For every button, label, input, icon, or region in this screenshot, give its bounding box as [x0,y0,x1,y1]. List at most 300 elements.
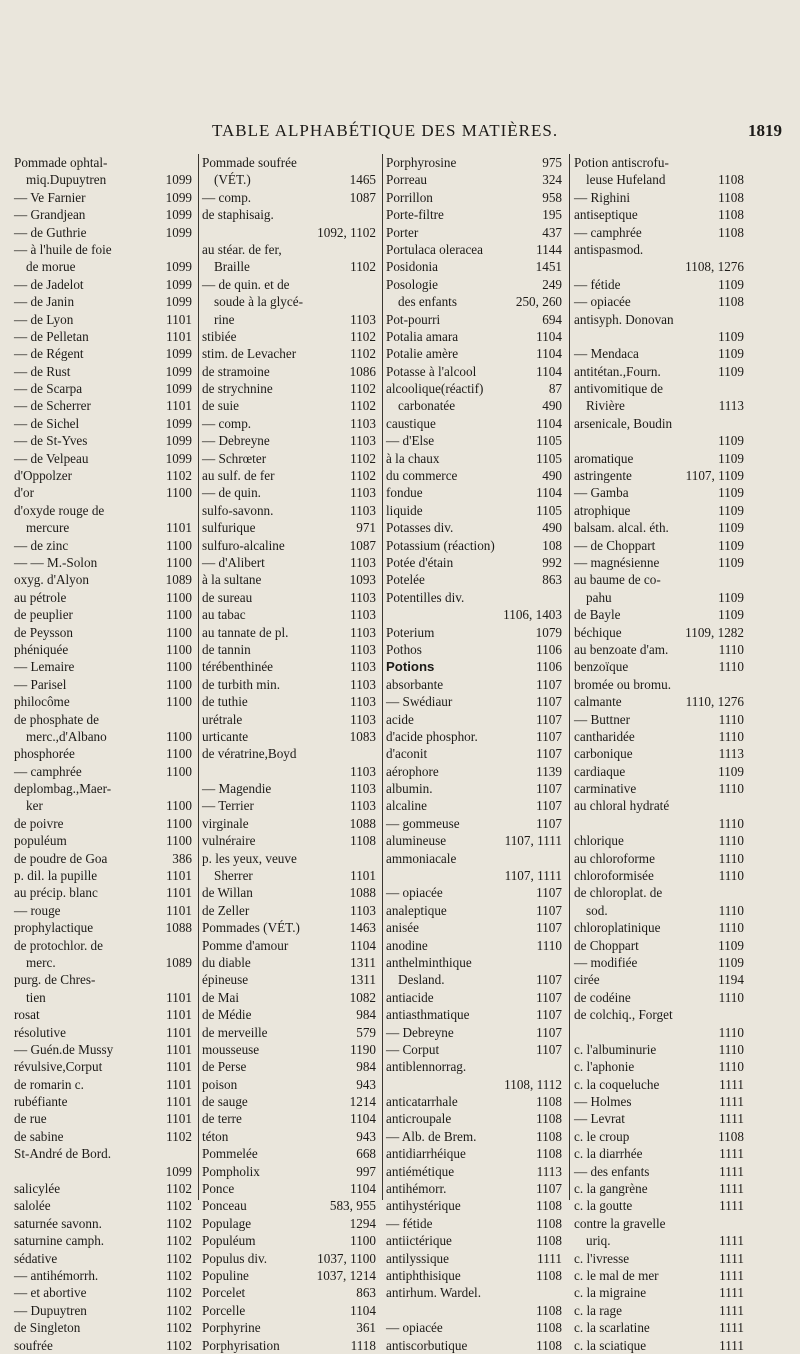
index-entry [386,328,564,345]
entry-term: au stéar. de fer, [202,241,282,257]
entry-page-ref: 1100 [166,728,192,744]
entry-page-ref: 1099 [165,172,192,188]
entry-page-ref: 1100 [166,554,192,570]
entry-page-ref: 1107, 1111 [504,868,562,884]
entry-term: résolutive [14,1024,67,1040]
entry-page-ref: 1102 [166,1302,192,1318]
index-entry [574,224,746,241]
entry-term: de Choppart [574,937,639,953]
entry-term: c. le croup [574,1128,630,1144]
entry-page-ref: 1099 [165,381,192,397]
index-entry [14,1215,194,1232]
entry-page-ref: 1099 [165,363,192,379]
entry-term: d'acide phosphor. [386,728,478,744]
entry-page-ref: 1103 [350,311,376,327]
entry-page-ref: 1111 [719,1198,744,1214]
index-entry [574,780,746,797]
index-entry [574,1076,746,1093]
index-entry [386,589,564,606]
index-entry [14,258,194,275]
entry-term: contre la gravelle [574,1215,666,1231]
entry-page-ref: 1088 [349,815,376,831]
entry-page-ref: 1108 [536,1268,562,1283]
entry-term: — opiacée [386,1320,443,1336]
entry-page-ref: 1099 [165,224,192,240]
index-entry [202,380,378,397]
entry-term: téton [202,1128,229,1144]
entry-term: de Peysson [14,624,73,640]
entry-term: leuse Hufeland [586,172,666,188]
entry-page-ref: 1107 [536,815,562,831]
entry-term: Desland. [398,972,445,988]
entry-page-ref: 1110 [718,868,744,884]
index-entry [386,450,564,467]
entry-page-ref: 1103 [350,589,376,605]
index-entry [202,415,378,432]
entry-page-ref: 1101 [166,1041,192,1057]
entry-term: — Swédiaur [386,694,453,710]
index-entry [14,658,194,675]
index-entry [202,867,378,884]
index-entry [386,415,564,432]
entry-page-ref: 1108 [718,172,744,188]
entry-page-ref: 1102 [350,381,376,397]
entry-page-ref: 1110 [718,833,744,849]
entry-page-ref: 1108 [718,224,744,240]
index-entry [202,467,378,484]
entry-page-ref: 1110 [718,1041,744,1057]
index-entry [202,537,378,554]
entry-page-ref: 1103 [350,433,376,449]
entry-term: d'oxyde rouge de [14,502,105,518]
index-entry [14,554,194,571]
index-entry [574,432,746,449]
entry-term: de Mai [202,989,239,1005]
entry-page-ref: 1107 [536,746,562,762]
entry-page-ref: 1108 [350,833,376,849]
entry-page-ref: 1108, 1276 [685,259,744,275]
entry-term: arsenicale, Boudin [574,415,673,431]
entry-term: Pommade soufrée [202,155,297,170]
entry-page-ref: 1100 [166,659,192,675]
entry-term: populéum [14,833,67,849]
index-entry [574,502,746,519]
entry-page-ref: 1108 [536,1198,562,1214]
index-entry [574,571,746,588]
entry-term: de Zeller [202,902,250,918]
entry-page-ref: 249 [542,276,562,292]
index-entry [386,571,564,588]
entry-page-ref: 1100 [166,589,192,605]
index-entry [14,154,194,171]
entry-page-ref: 1111 [719,1320,744,1336]
entry-term: à la chaux [386,450,440,466]
entry-term: atrophique [574,502,631,518]
index-entry [574,1041,746,1058]
entry-page-ref: 1104 [536,346,562,362]
index-entry [202,502,378,519]
entry-page-ref: 1311 [350,972,376,988]
index-entry [386,1128,564,1145]
entry-term: de chloroplat. de [574,885,663,901]
index-entry [14,1284,194,1301]
entry-term: chloroformisée [574,868,654,884]
entry-term: Porphyrisation [202,1337,280,1353]
entry-page-ref: 490 [542,468,562,484]
entry-term: antitétan.,Fourn. [574,363,661,379]
index-entry [574,1319,746,1336]
entry-term: — fétide [574,276,621,292]
index-entry [202,258,378,275]
entry-page-ref: 1101 [166,1007,192,1023]
index-entry [574,902,746,919]
index-entry [574,728,746,745]
entry-page-ref: 437 [542,224,562,240]
index-entry [386,867,564,884]
entry-page-ref: 1110 [718,659,744,675]
entry-term: alcoolique(réactif) [386,381,484,397]
entry-page-ref: 1107 [536,676,562,692]
index-entry [574,397,746,414]
entry-term: urétrale [202,711,243,727]
index-entry [386,919,564,936]
index-entry [574,1128,746,1145]
entry-term: Pommades (VÉT.) [202,920,300,936]
index-entry [14,1128,194,1145]
entry-page-ref: 1103 [350,711,376,727]
entry-term: bromée ou bromu. [574,676,672,692]
entry-term: pahu [586,589,612,605]
entry-page-ref: 1102 [166,1320,192,1336]
entry-term: Populine [202,1268,249,1283]
entry-term: — magnésienne [574,554,660,570]
index-entry [14,484,194,501]
index-entry [386,363,564,380]
index-entry [386,1006,564,1023]
index-entry [14,728,194,745]
entry-term: c. l'aphonie [574,1059,635,1075]
entry-term: — d'Else [386,433,435,449]
entry-page-ref: 863 [542,572,562,588]
index-entry [386,1110,564,1127]
entry-term: benzoïque [574,659,629,675]
entry-term: antiblennorrag. [386,1059,467,1075]
index-entry [574,258,746,275]
entry-term: albumin. [386,781,433,797]
index-entry [574,1215,746,1232]
index-entry [386,345,564,362]
index-entry [14,450,194,467]
index-entry [202,293,378,310]
entry-page-ref: 1088 [165,920,192,936]
entry-page-ref: 490 [542,398,562,414]
entry-term: poison [202,1076,238,1092]
index-entry [386,954,564,971]
entry-term: — de Velpeau [14,450,89,466]
entry-page-ref: 1099 [165,259,192,275]
index-entry [14,380,194,397]
entry-page-ref: 1103 [350,798,376,814]
entry-page-ref: 1092, 1102 [317,224,376,240]
entry-page-ref: 1107, 1111 [504,833,562,849]
entry-page-ref: 1139 [536,763,562,779]
entry-term: Posidonia [386,259,439,275]
index-entry [202,363,378,380]
index-entry [386,467,564,484]
entry-term: — de Régent [14,346,84,362]
entry-term: d'aconit [386,746,428,762]
entry-term: du diable [202,954,251,970]
entry-page-ref: 1311 [350,954,376,970]
index-entry [202,745,378,762]
index-entry [202,971,378,988]
entry-page-ref: 1100 [166,624,192,640]
entry-term: Populage [202,1215,252,1231]
entry-term: Porphyrine [202,1320,261,1336]
entry-page-ref: 1110 [718,902,744,918]
index-entry [202,1041,378,1058]
index-entry [574,711,746,728]
entry-page-ref: 1108 [718,294,744,310]
entry-term: phosphorée [14,746,75,762]
entry-term: — modifiée [574,954,638,970]
index-entry [14,467,194,484]
index-entry [386,1337,564,1354]
entry-page-ref: 1108 [536,1094,562,1110]
index-entry [386,484,564,501]
index-entry [202,1319,378,1336]
index-entry [386,554,564,571]
entry-term: St-André de Bord. [14,1146,112,1162]
entry-term: de peuplier [14,607,73,623]
entry-page-ref: 1103 [350,781,376,797]
entry-term: — Guén.de Mussy [14,1041,114,1057]
index-entry [574,1267,746,1284]
index-entry [14,937,194,954]
entry-page-ref: 1107 [536,1024,562,1040]
entry-term: Potions [386,659,435,675]
entry-page-ref: 250, 260 [515,294,562,310]
entry-term: Populéum [202,1233,256,1249]
entry-term: Pot-pourri [386,311,441,327]
entry-page-ref: 1107 [536,728,562,744]
index-entry [202,189,378,206]
entry-term: sulfurique [202,520,256,536]
entry-page-ref: 1109 [718,502,744,518]
entry-page-ref: 1104 [350,1181,376,1197]
index-entry [386,1302,564,1319]
entry-term: miq.Dupuytren [26,172,107,188]
entry-term: — comp. [202,189,252,205]
entry-page-ref: 1451 [535,259,562,275]
index-entry [574,467,746,484]
page-number: 1819 [748,121,782,140]
index-entry [14,1337,194,1354]
index-entry [386,537,564,554]
entry-term: antiasthmatique [386,1007,470,1023]
index-column-3 [386,154,564,1353]
entry-page-ref: 1099 [165,294,192,310]
entry-page-ref: 1110, 1276 [685,694,744,710]
entry-term: Potée d'étain [386,554,454,570]
index-entry [574,797,746,814]
entry-page-ref: 1101 [166,520,192,536]
index-entry [386,1319,564,1336]
index-entry [202,1024,378,1041]
entry-term: (VÉT.) [214,172,251,188]
index-entry [202,1163,378,1180]
index-entry [14,502,194,519]
index-entry [386,693,564,710]
entry-term: absorbante [386,676,444,692]
entry-term: de colchiq., Forget [574,1007,673,1023]
entry-page-ref: 1111 [719,1285,744,1301]
entry-page-ref: 1103 [350,485,376,501]
entry-term: fondue [386,485,423,501]
entry-term: Porcelet [202,1285,246,1301]
entry-term: — Alb. de Brem. [386,1128,477,1144]
index-entry [202,902,378,919]
entry-page-ref: 1107 [536,902,562,918]
index-entry [202,1232,378,1249]
entry-term: vulnéraire [202,833,256,849]
entry-page-ref: 87 [548,381,562,397]
index-entry [14,397,194,414]
index-entry [14,676,194,693]
entry-page-ref: 1099 [165,450,192,466]
index-entry [574,1232,746,1249]
entry-term: — Dupuytren [14,1302,87,1318]
entry-page-ref: 1102 [166,1215,192,1231]
entry-term: alcaline [386,798,427,814]
entry-term: — des enfants [574,1163,650,1179]
entry-page-ref: 1100 [166,798,192,814]
entry-page-ref: 1108 [718,207,744,223]
entry-page-ref: 1106 [536,659,562,675]
entry-page-ref: 1109 [718,328,744,344]
entry-term: au chloral hydraté [574,798,670,814]
entry-page-ref: 1104 [350,1302,376,1318]
entry-term: de suie [202,398,239,414]
index-entry [202,728,378,745]
index-entry [574,1006,746,1023]
index-entry [202,641,378,658]
entry-page-ref: 958 [542,189,562,205]
index-entry [202,171,378,188]
index-entry [14,363,194,380]
index-entry [14,1319,194,1336]
entry-term: c. l'albuminurie [574,1041,657,1057]
index-entry [386,1093,564,1110]
entry-page-ref: 1086 [349,363,376,379]
entry-term: Pothos [386,641,422,657]
index-entry [574,867,746,884]
index-entry [574,884,746,901]
entry-term: — Parisel [14,676,67,692]
index-entry [386,797,564,814]
entry-term: Porrillon [386,189,433,205]
entry-page-ref: 1113 [718,398,744,414]
index-entry [386,1058,564,1075]
entry-term: antiictérique [386,1233,452,1249]
entry-term: sédative [14,1250,58,1266]
column-divider [382,154,383,1200]
index-entry [202,206,378,223]
entry-term: Portulaca oleracea [386,241,484,257]
entry-page-ref: 1108 [536,1111,562,1127]
column-divider [198,154,199,1200]
entry-term: — Lemaire [14,659,75,675]
entry-page-ref: 1102 [350,450,376,466]
index-entry [14,1197,194,1214]
page-title: TABLE ALPHABÉTIQUE DES MATIÈRES. [212,121,559,140]
entry-term: d'Oppolzer [14,468,73,484]
entry-term: — de Scarpa [14,381,83,397]
index-entry [574,1093,746,1110]
entry-term: — opiacée [574,294,631,310]
entry-page-ref: 1110 [718,920,744,936]
entry-term: c. la coqueluche [574,1076,660,1092]
entry-page-ref: 1107 [536,885,562,901]
entry-term: phéniquée [14,641,69,657]
entry-page-ref: 1109 [718,363,744,379]
entry-term: p. dil. la pupille [14,868,98,884]
entry-term: — de Choppart [574,537,656,553]
entry-page-ref: 1107 [536,798,562,814]
index-entry [202,589,378,606]
entry-term: d'or [14,485,34,501]
index-entry [386,745,564,762]
entry-term: urticante [202,728,249,744]
index-entry [14,519,194,536]
entry-term: analeptique [386,902,447,918]
entry-page-ref: 1100 [166,746,192,762]
entry-term: de sauge [202,1094,248,1110]
entry-page-ref: 1087 [349,189,376,205]
entry-page-ref: 1108 [718,189,744,205]
entry-page-ref: 1101 [166,398,192,414]
entry-page-ref: 1100 [166,833,192,849]
entry-term: Potalie amère [386,346,459,362]
entry-term: — d'Alibert [202,554,265,570]
entry-page-ref: 1099 [165,346,192,362]
entry-term: salolée [14,1198,51,1214]
entry-page-ref: 1103 [350,694,376,710]
entry-term: c. la gangrène [574,1181,648,1197]
entry-term: Ponce [202,1181,235,1197]
index-entry [14,589,194,606]
entry-term: anticatarrhale [386,1094,458,1110]
entry-term: de poivre [14,815,64,831]
entry-term: de Médie [202,1007,252,1023]
index-entry [386,380,564,397]
entry-term: deplombag.,Maer- [14,781,112,797]
entry-term: de turbith min. [202,676,281,692]
index-entry [202,571,378,588]
index-entry [14,884,194,901]
entry-term: merc. [26,954,56,970]
index-entry [386,171,564,188]
entry-term: antilyssique [386,1250,450,1266]
entry-term: au tannate de pl. [202,624,289,640]
entry-page-ref: 1104 [536,328,562,344]
index-entry [14,1058,194,1075]
entry-term: de tuthie [202,694,248,710]
entry-page-ref: 1102 [350,259,376,275]
entry-term: de vératrine,Boyd [202,746,297,762]
entry-term: Porte-filtre [386,207,444,223]
entry-term: caustique [386,415,436,431]
